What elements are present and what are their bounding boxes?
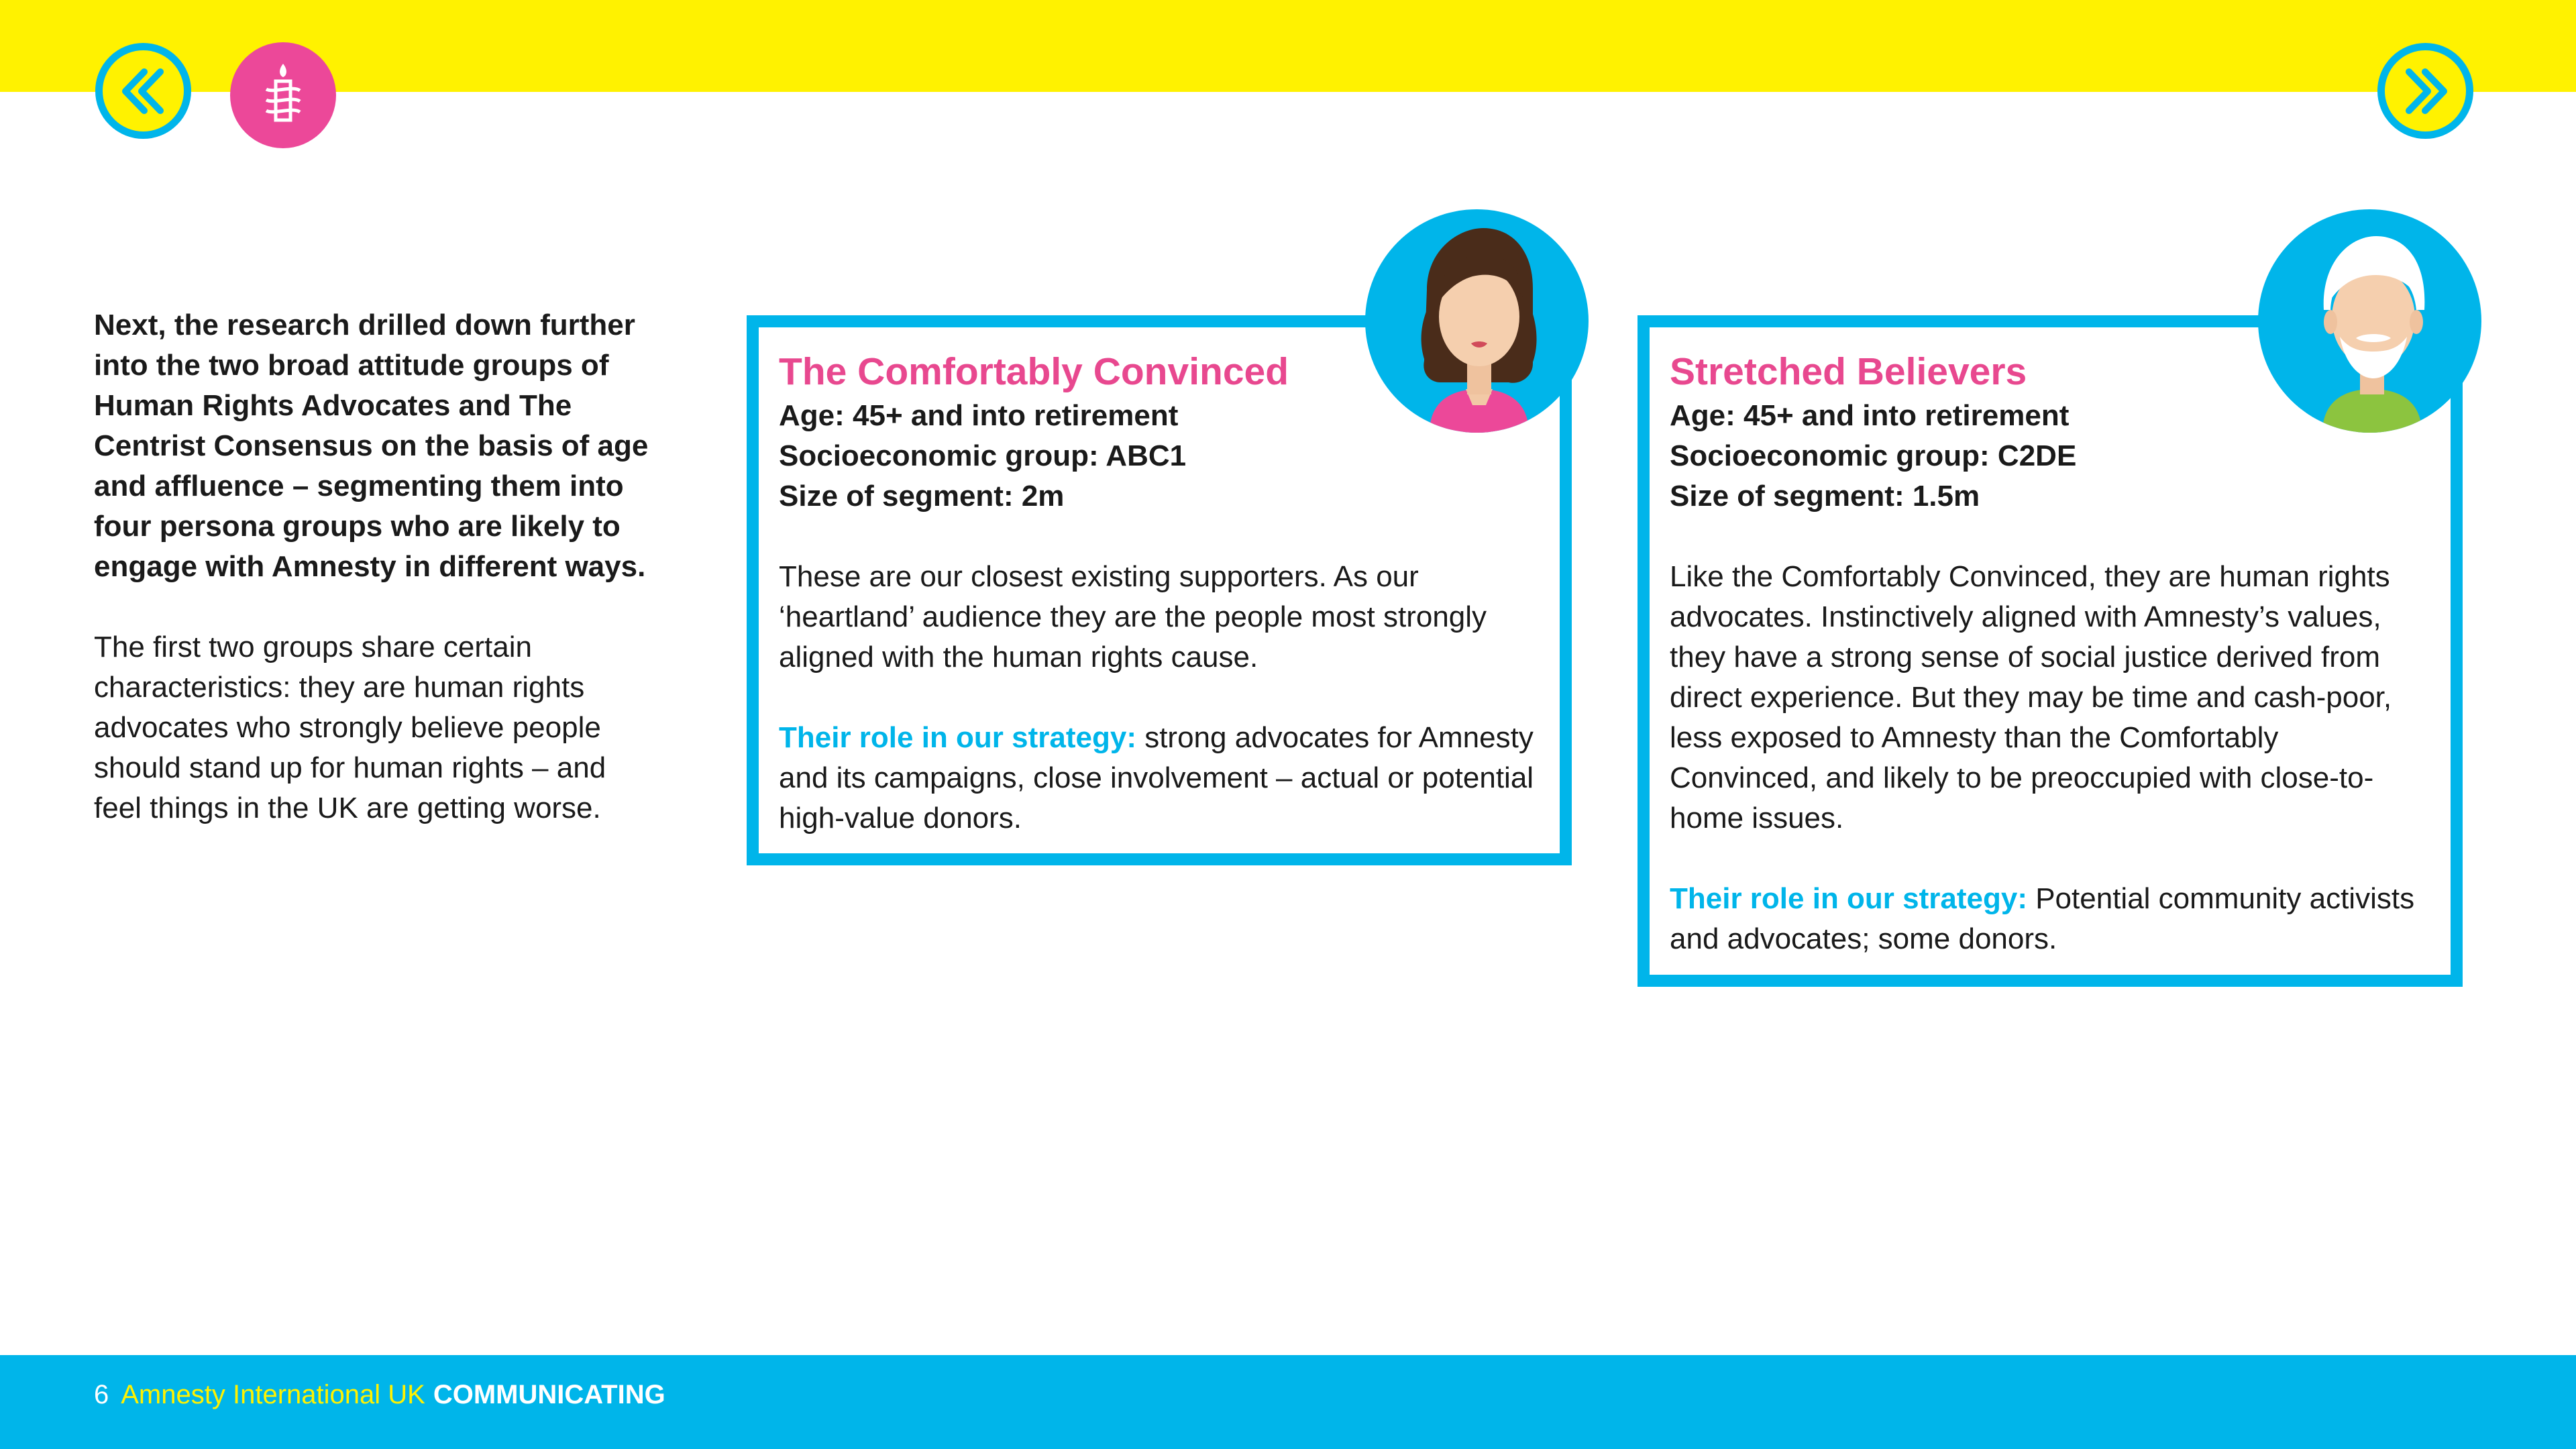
- page-number: 6: [94, 1380, 109, 1409]
- amnesty-candle-logo-icon: [246, 58, 320, 132]
- persona-role-text: Potential community activists and advocates; some donors.: [1670, 882, 2415, 955]
- double-chevron-right-icon: [2397, 62, 2455, 120]
- persona-age: Age: 45+ and into retirement: [1670, 399, 2070, 432]
- footer: [94, 1378, 665, 1411]
- next-page-button[interactable]: [2377, 43, 2473, 139]
- persona-role: [779, 718, 1540, 839]
- persona-age: Age: 45+ and into retirement: [779, 399, 1179, 432]
- footer-org: Amnesty International UK: [121, 1380, 425, 1409]
- persona-role: [1670, 879, 2430, 959]
- intro-text: [94, 305, 651, 828]
- persona-role-label: Their role in our strategy:: [779, 721, 1136, 754]
- persona-title: Stretched Believers: [1670, 350, 2027, 393]
- persona-role-label: Their role in our strategy:: [1670, 882, 2027, 915]
- persona-title: The Comfortably Convinced: [779, 350, 1289, 393]
- intro-lead: Next, the research drilled down further into the two broad attitude groups of Human Rights Advocates and The Centrist Consensus on the basis of age and affluence – segmenting them into four persona groups who are likely to engage with Amnesty in different ways.: [94, 309, 649, 583]
- persona-socio-group: Socioeconomic group: ABC1: [779, 439, 1187, 472]
- top-bar: [0, 0, 2576, 92]
- persona-description: These are our closest existing supporters. As our ‘heartland’ audience they are the people most strongly aligned with the human rights cause.: [779, 560, 1487, 674]
- amnesty-logo: [230, 42, 336, 148]
- persona-segment-size: Size of segment: 1.5m: [1670, 480, 1980, 513]
- persona-socio-group: Socioeconomic group: C2DE: [1670, 439, 2077, 472]
- woman-avatar-icon: [1365, 209, 1589, 433]
- persona-role-text: strong advocates for Amnesty and its campaigns, close involvement – actual or potential high-value donors.: [779, 721, 1534, 835]
- footer-section: COMMUNICATING: [433, 1380, 665, 1409]
- persona-description: Like the Comfortably Convinced, they are human rights advocates. Instinctively aligned with Amnesty’s values, they have a strong sense of social justice derived from direct experience. But they may be time and cash-poor, less exposed to Amnesty than the Comfortably Convinced, and likely to be preoccupied with close-to-home issues.: [1670, 560, 2392, 835]
- double-chevron-left-icon: [115, 62, 172, 120]
- previous-page-button[interactable]: [95, 43, 191, 139]
- old-man-avatar-icon: [2258, 209, 2481, 433]
- persona-segment-size: Size of segment: 2m: [779, 480, 1065, 513]
- intro-body: The first two groups share certain characteristics: they are human rights advocates who strongly believe people should stand up for human rights – and feel things in the UK are getting worse.: [94, 631, 606, 824]
